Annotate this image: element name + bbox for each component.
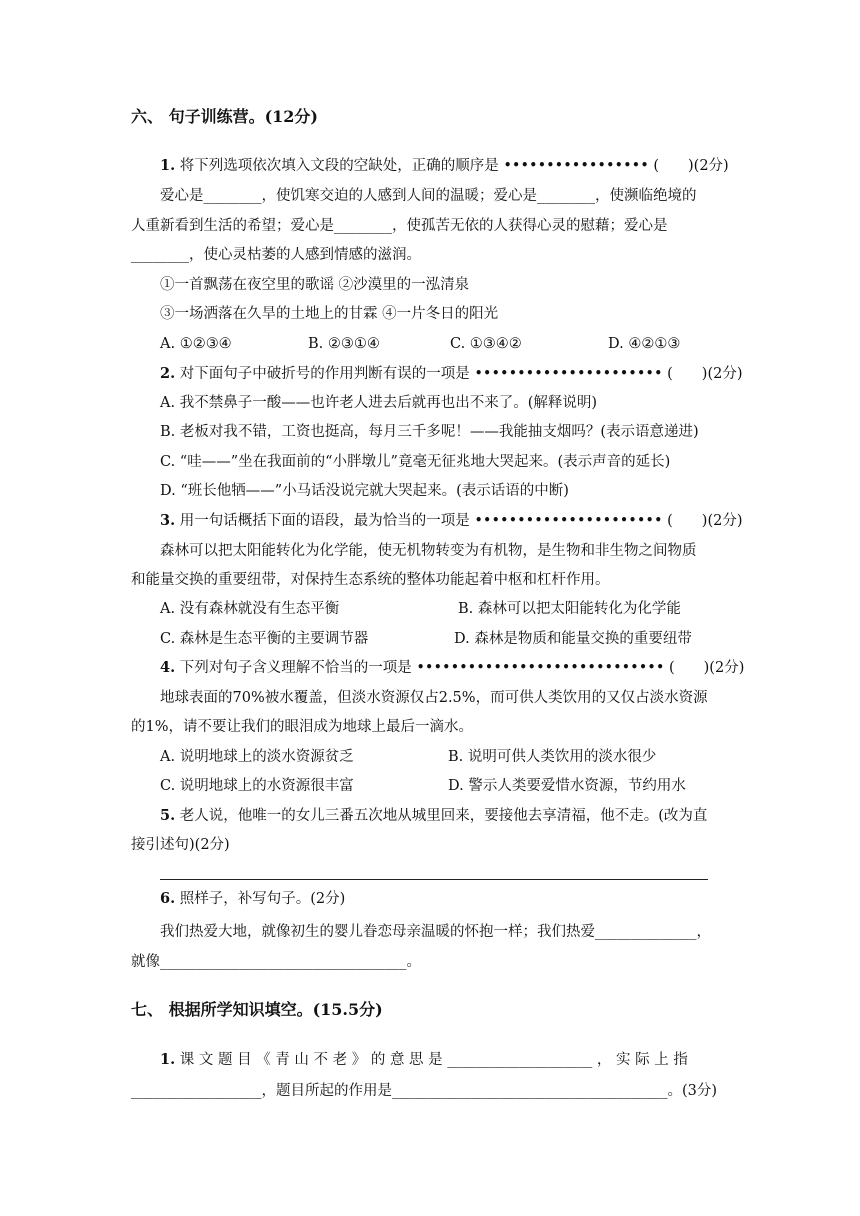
q2-option-d[interactable]: D. “班长他牺——”小马话没说完就大哭起来。(表示话语的中断)	[160, 483, 569, 499]
q1-option-a[interactable]: A. ①②③④	[160, 336, 232, 352]
q3-stem: 用一句话概括下面的语段，最为恰当的一项是 •••••••••••••••••••••• ( )(2分)	[179, 513, 743, 529]
q2-stem: 对下面句子中破折号的作用判断有误的一项是 •••••••••••••••••••••• ( )(2分)	[179, 366, 743, 382]
q1-stem: 将下列选项依次填入文段的空缺处，正确的顺序是 ••••••••••••••••• ( )(2分)	[179, 158, 729, 174]
q4-passage-line-2: 的1%，请不要让我们的眼泪成为地球上最后一滴水。	[131, 719, 474, 735]
q4-option-b[interactable]: B. 说明可供人类饮用的淡水很少	[448, 749, 657, 765]
section-7-title: 七、 根据所学知识填空。(15.5分)	[131, 1000, 383, 1019]
q4-option-a[interactable]: A. 说明地球上的淡水资源贫乏	[160, 749, 354, 765]
q3-stem-line	[160, 511, 760, 531]
q1-passage-line-2: 人重新看到生活的希望；爱心是________，使孤苦无依的人获得心灵的慰藉；爱心是	[131, 218, 668, 234]
q4-stem: 下列对句子含义理解不恰当的一项是 ••••••••••••••••••••••••••••• ( )(2分)	[179, 660, 745, 676]
q1-items-line-1: ①一首飘荡在夜空里的歌谣 ②沙漠里的一泓清泉	[160, 277, 470, 293]
q3-option-b[interactable]: B. 森林可以把太阳能转化为化学能	[458, 601, 681, 617]
q1-option-c[interactable]: C. ①③④②	[450, 336, 522, 352]
q1-items-line-2: ③一场洒落在久旱的土地上的甘霖 ④一片冬日的阳光	[160, 306, 499, 322]
q5-number: 5.	[160, 807, 176, 824]
s7-q1-line-1	[160, 1050, 760, 1070]
s7-q1-line-2: __________________，题目所起的作用是______________________________________。(3分)	[131, 1083, 718, 1099]
q5-line-2: 接引述句)(2分)	[131, 837, 230, 853]
q6-sentence-line-1: 我们热爱大地，就像初生的婴儿眷恋母亲温暖的怀抱一样；我们热爱______________，	[160, 924, 711, 940]
q4-option-c[interactable]: C. 说明地球上的水资源很丰富	[160, 778, 354, 794]
q6-number: 6.	[160, 890, 176, 907]
q5-text-1: 老人说，他唯一的女儿三番五次地从城里回来，要接他去享清福，他不走。(改为直	[179, 808, 708, 824]
q4-passage-line-1: 地球表面的70%被水覆盖，但淡水资源仅占2.5%，而可供人类饮用的又仅占淡水资源	[160, 690, 708, 706]
q1-number: 1.	[160, 157, 176, 174]
q3-option-d[interactable]: D. 森林是物质和能量交换的重要纽带	[454, 631, 692, 647]
q2-number: 2.	[160, 365, 176, 382]
q2-stem-line	[160, 364, 760, 384]
q1-stem-line	[160, 156, 760, 176]
q4-number: 4.	[160, 659, 176, 676]
section-6-title: 六、 句子训练营。(12分)	[131, 107, 318, 126]
s7-q1-text-1: 课 文 题 目 《 青 山 不 老 》 的 意 思 是 ____________________ ， 实 际 上 指	[179, 1052, 688, 1068]
q3-passage-line-2: 和能量交换的重要纽带，对保持生态系统的整体功能起着中枢和杠杆作用。	[131, 572, 610, 588]
q2-option-a[interactable]: A. 我不禁鼻子一酸——也许老人进去后就再也出不来了。(解释说明)	[160, 395, 598, 411]
q1-option-d[interactable]: D. ④②①③	[608, 336, 681, 352]
q2-option-b[interactable]: B. 老板对我不错，工资也挺高，每月三千多呢！——我能抽支烟吗？(表示语意递进)	[160, 424, 699, 440]
q5-line-1	[160, 806, 760, 826]
q1-passage-line-3: ________，使心灵枯萎的人感到情感的滋润。	[131, 247, 421, 263]
q6-stem: 照样子，补写句子。(2分)	[179, 891, 346, 907]
q5-answer-line[interactable]	[160, 879, 708, 880]
q6-sentence-line-2: 就像__________________________________。	[131, 954, 421, 970]
q1-passage-line-1: 爱心是________，使饥寒交迫的人感到人间的温暖；爱心是________，使濒临绝境的	[160, 188, 697, 204]
q6-stem-line	[160, 889, 760, 909]
q3-passage-line-1: 森林可以把太阳能转化为化学能，使无机物转变为有机物，是生物和非生物之间物质	[160, 543, 697, 559]
q3-option-a[interactable]: A. 没有森林就没有生态平衡	[160, 601, 340, 617]
q1-option-b[interactable]: B. ②③①④	[308, 336, 380, 352]
q4-stem-line	[160, 658, 760, 678]
q3-number: 3.	[160, 512, 176, 529]
q4-option-d[interactable]: D. 警示人类要爱惜水资源，节约用水	[448, 778, 686, 794]
s7-q1-number: 1.	[160, 1051, 176, 1068]
q2-option-c[interactable]: C. “哇——”坐在我面前的“小胖墩儿”竟毫无征兆地大哭起来。(表示声音的延长)	[160, 454, 671, 470]
q3-option-c[interactable]: C. 森林是生态平衡的主要调节器	[160, 631, 369, 647]
